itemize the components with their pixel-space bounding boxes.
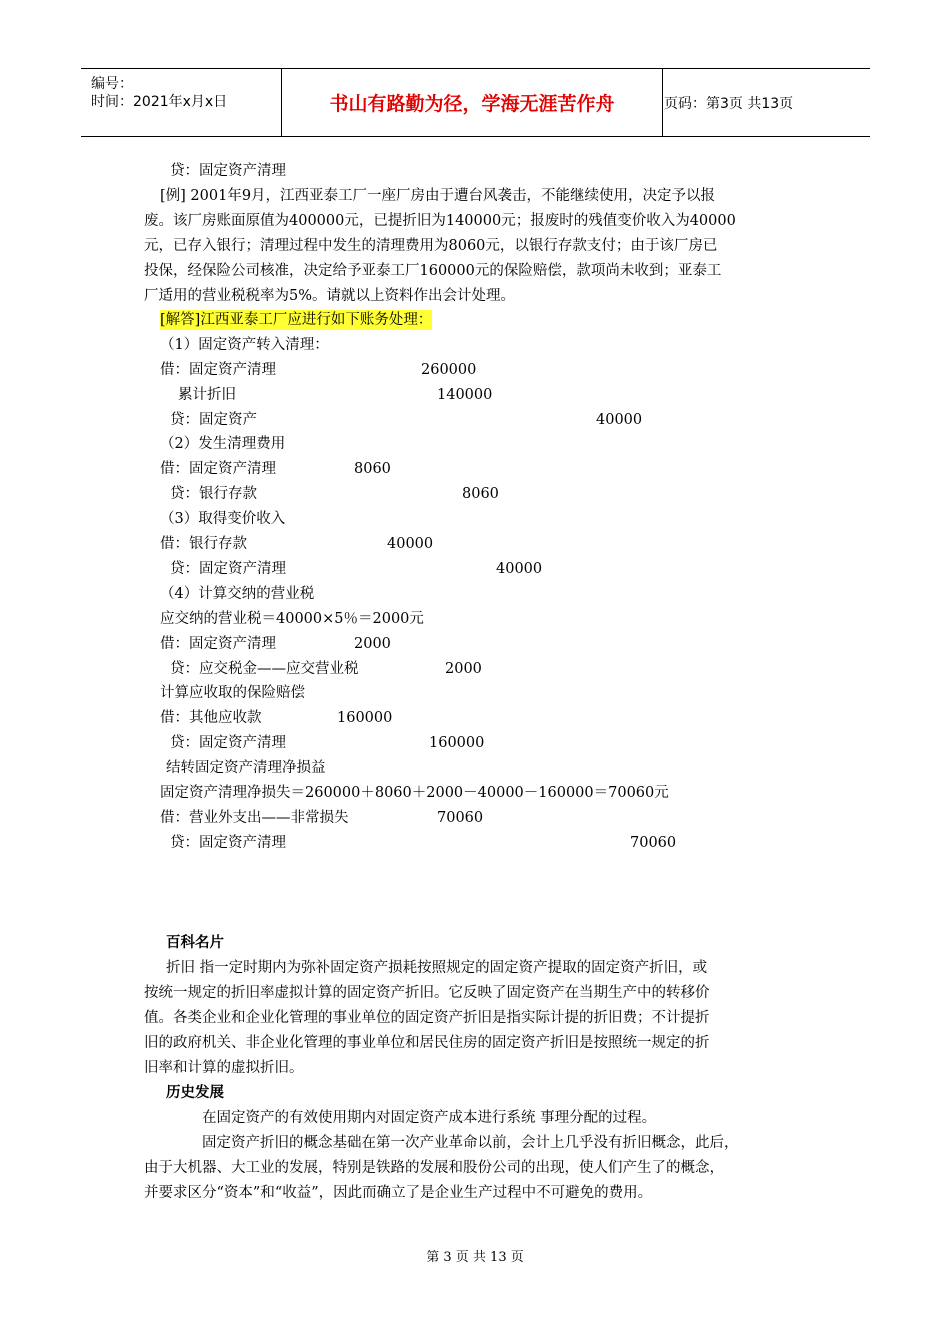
- text-line: 借：其他应收款: [160, 710, 262, 726]
- text-line: 并要求区分“资本”和“收益”，因此而确立了是企业生产过程中不可避免的费用。: [144, 1185, 653, 1201]
- text-line: 投保，经保险公司核准，决定给予亚泰工厂160000元的保险赔偿，款项尚未收到；亚泰工: [144, 263, 722, 279]
- text-line: 借：营业外支出——非常损失: [160, 810, 349, 826]
- header-meta-cell: [81, 69, 282, 136]
- text-line: 贷：银行存款: [170, 486, 257, 502]
- answer-heading: [解答]江西亚泰工厂应进行如下账务处理：: [160, 312, 433, 328]
- text-line: 贷：应交税金——应交营业税: [170, 661, 359, 677]
- entry-amount: 40000: [496, 561, 543, 577]
- text-line: 贷：固定资产清理: [170, 835, 286, 851]
- section-heading: 百科名片: [166, 935, 224, 951]
- entry-amount: 160000: [337, 710, 393, 726]
- page-footer: 第 3 页 共 13 页: [426, 1250, 524, 1265]
- text-line: 结转固定资产清理净损益: [166, 760, 326, 776]
- section-heading: 历史发展: [166, 1085, 224, 1101]
- text-line: 贷：固定资产清理: [170, 561, 286, 577]
- number-label: 编号：: [91, 76, 133, 92]
- text-line: 按统一规定的折旧率虚拟计算的固定资产折旧。它反映了固定资产在当期生产中的转移价: [144, 985, 710, 1001]
- page-label: 页码：第3页 共13页: [664, 95, 794, 112]
- entry-amount: 140000: [437, 387, 493, 403]
- text-line: 固定资产清理净损失＝260000＋8060＋2000－40000－160000＝70060元: [160, 785, 669, 801]
- text-line: 应交纳的营业税＝40000×5％＝2000元: [160, 611, 424, 627]
- text-line: 旧的政府机关、非企业化管理的事业单位和居民住房的固定资产折旧是按照统一规定的折: [144, 1035, 710, 1051]
- text-line: 借：固定资产清理: [160, 461, 276, 477]
- text-line: [例] 2001年9月，江西亚泰工厂一座厂房由于遭台风袭击，不能继续使用，决定予以报: [160, 188, 716, 204]
- header-motto: 书山有路勤为径，学海无涯苦作舟: [282, 69, 663, 136]
- text-line: （1）固定资产转入清理：: [160, 337, 329, 353]
- entry-amount: 40000: [596, 412, 643, 428]
- entry-amount: 40000: [387, 536, 434, 552]
- text-line: （3）取得变价收入: [160, 511, 286, 527]
- entry-amount: 70060: [630, 835, 677, 851]
- text-line: 固定资产折旧的概念基础在第一次产业革命以前，会计上几乎没有折旧概念，此后，: [202, 1135, 739, 1151]
- entry-amount: 8060: [354, 461, 391, 477]
- text-line: 在固定资产的有效使用期内对固定资产成本进行系统 事理分配的过程。: [202, 1110, 657, 1126]
- text-line: 累计折旧: [178, 387, 236, 403]
- page-header: [81, 68, 870, 137]
- text-line: 旧率和计算的虚拟折旧。: [144, 1060, 304, 1076]
- text-line: 贷：固定资产: [170, 412, 257, 428]
- text-line: 厂适用的营业税税率为5%。请就以上资料作出会计处理。: [144, 288, 516, 304]
- text-line: 贷：固定资产清理: [170, 735, 286, 751]
- header-page-cell: [664, 69, 870, 136]
- time-label: 时间：2021年x月x日: [91, 94, 228, 110]
- text-line: 由于大机器、大工业的发展，特别是铁路的发展和股份公司的出现，使人们产生了的概念，: [144, 1160, 724, 1176]
- text-line: 计算应收取的保险赔偿: [160, 685, 305, 701]
- text-line: 值。各类企业和企业化管理的事业单位的固定资产折旧是指实际计提的折旧费；不计提折: [144, 1010, 710, 1026]
- entry-amount: 70060: [437, 810, 484, 826]
- text-line: 贷：固定资产清理: [170, 163, 286, 179]
- entry-amount: 2000: [354, 636, 391, 652]
- text-line: 折旧 指一定时期内为弥补固定资产损耗按照规定的固定资产提取的固定资产折旧，或: [166, 960, 708, 976]
- text-line: 废。该厂房账面原值为400000元，已提折旧为140000元；报废时的残值变价收入为40000: [144, 213, 736, 229]
- text-line: 借：银行存款: [160, 536, 247, 552]
- text-line: 元，已存入银行；清理过程中发生的清理费用为8060元，以银行存款支付；由于该厂房已: [144, 238, 718, 254]
- entry-amount: 160000: [429, 735, 485, 751]
- text-line: （4）计算交纳的营业税: [160, 586, 315, 602]
- text-line: （2）发生清理费用: [160, 436, 286, 452]
- text-line: 借：固定资产清理: [160, 362, 276, 378]
- entry-amount: 8060: [462, 486, 499, 502]
- entry-amount: 2000: [445, 661, 482, 677]
- entry-amount: 260000: [421, 362, 477, 378]
- text-line: 借：固定资产清理: [160, 636, 276, 652]
